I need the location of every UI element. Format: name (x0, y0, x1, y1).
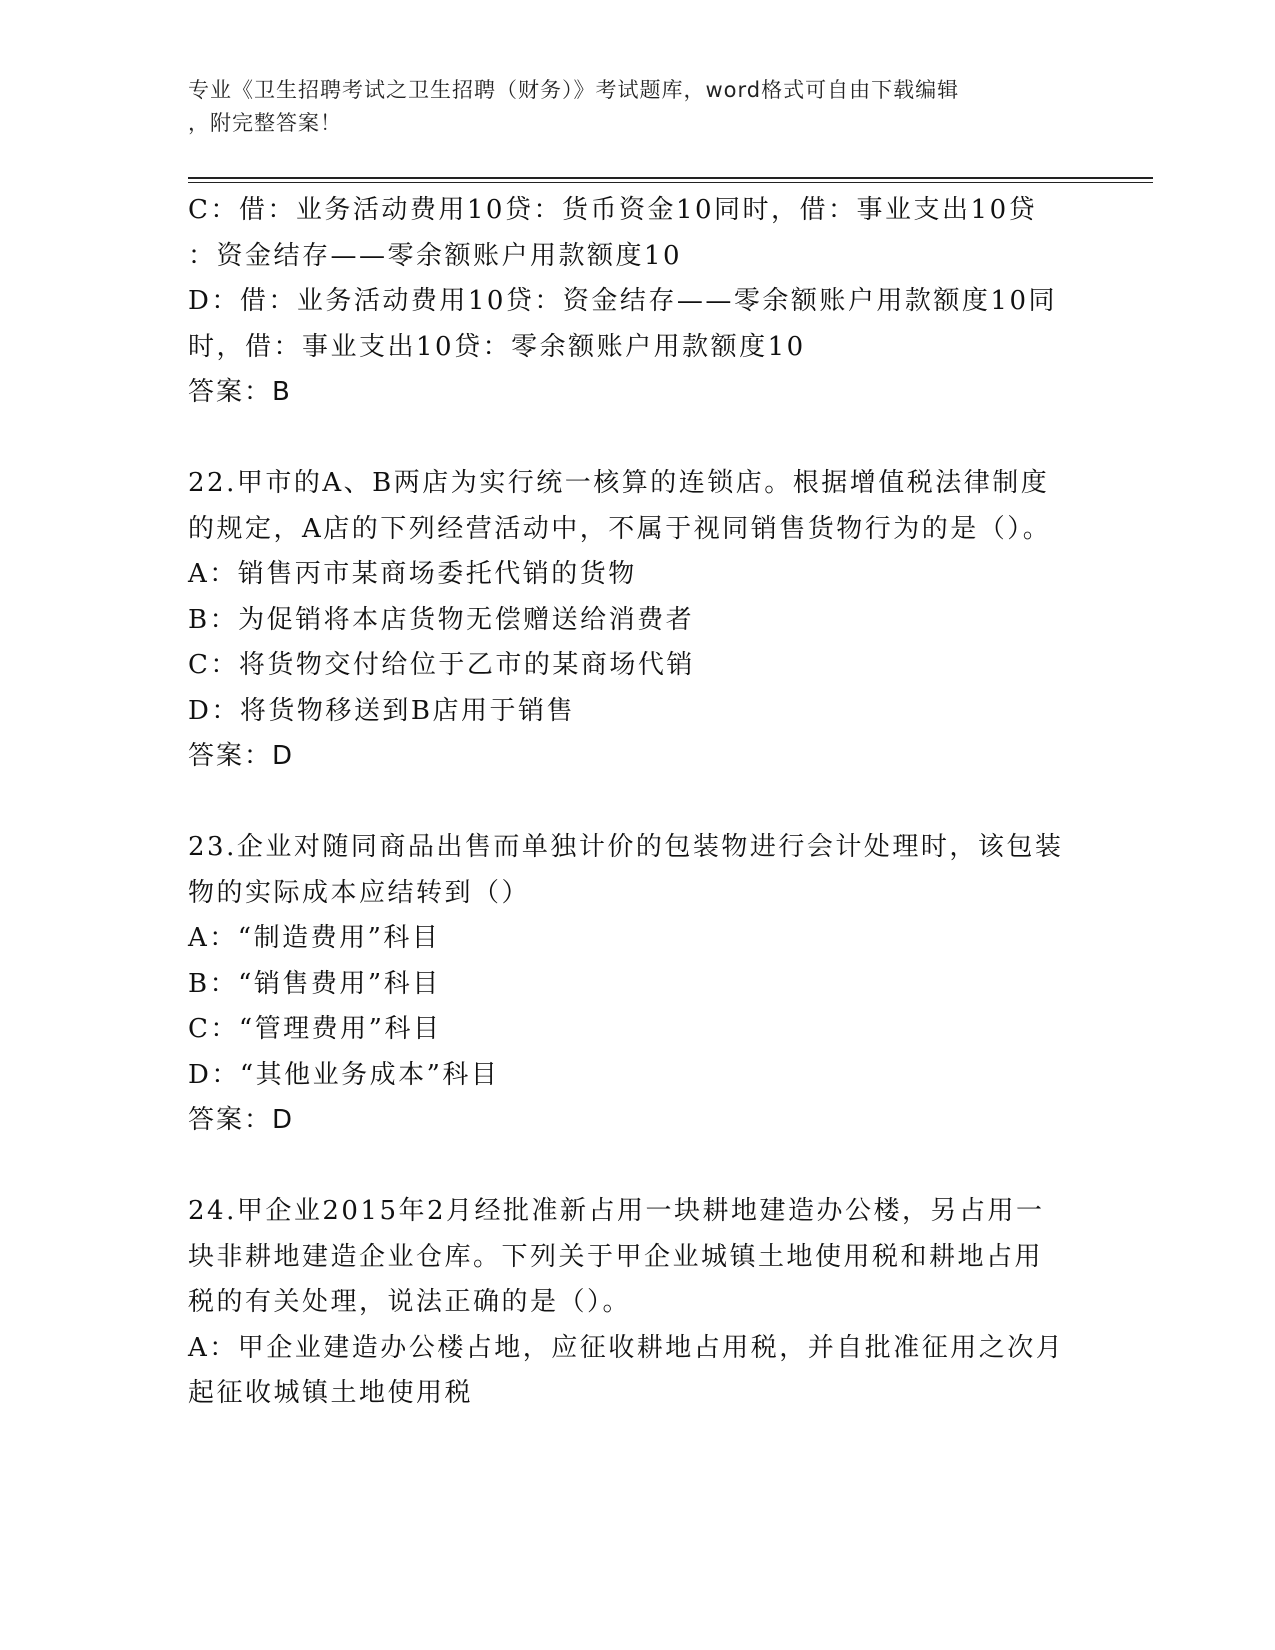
option-a: A：“制造费用”科目 (188, 923, 441, 953)
answer-line: 答案：D (188, 1105, 295, 1135)
question-stem-line: 块非耕地建造企业仓库。下列关于甲企业城镇土地使用税和耕地占用 (188, 1241, 1044, 1272)
header-rule-thick (188, 177, 1153, 179)
option-b: B：“销售费用”科目 (188, 968, 441, 999)
spacer (188, 1144, 1088, 1190)
option-c: C：将货物交付给位于乙市的某商场代销 (188, 650, 695, 680)
question-block-21 (188, 188, 1088, 416)
question-stem-line: 物的实际成本应结转到（） (188, 877, 531, 908)
spacer (188, 780, 1088, 826)
option-a-line: A：甲企业建造办公楼占地，应征收耕地占用税，并自批准征用之次月 (188, 1332, 1065, 1363)
document-body (188, 188, 1088, 1417)
option-c: C：“管理费用”科目 (188, 1014, 442, 1044)
page-header (188, 74, 1068, 140)
option-c-line: ：资金结存——零余额账户用款额度10 (188, 240, 683, 271)
header-title-line-1: 专业《卫生招聘考试之卫生招聘（财务）》考试题库，word格式可自由下载编辑 (188, 78, 960, 102)
question-stem-line: 24.甲企业2015年2月经批准新占用一块耕地建造办公楼，另占用一 (188, 1196, 1045, 1226)
question-block-22 (188, 461, 1088, 780)
question-stem-line: 税的有关处理，说法正确的是（）。 (188, 1287, 632, 1317)
option-b: B：为促销将本店货物无偿赠送给消费者 (188, 604, 695, 635)
question-block-23 (188, 825, 1088, 1144)
option-c-line: C：借：业务活动费用10贷：货币资金10同时，借：事业支出10贷 (188, 195, 1038, 225)
question-stem-line: 22.甲市的A、B两店为实行统一核算的连锁店。根据增值税法律制度 (188, 468, 1050, 498)
option-d: D：“其他业务成本”科目 (188, 1059, 500, 1090)
header-title-line-2: ，附完整答案！ (188, 111, 342, 135)
option-d-line: D：借：业务活动费用10贷：资金结存——零余额账户用款额度10同 (188, 286, 1058, 316)
option-d-line: 时，借：事业支出10贷：零余额账户用款额度10 (188, 331, 806, 362)
answer-line: 答案：B (188, 377, 292, 407)
option-a-line: 起征收城镇土地使用税 (188, 1378, 474, 1408)
header-rule-thin (188, 182, 1153, 183)
spacer (188, 416, 1088, 462)
answer-line: 答案：D (188, 741, 295, 771)
question-block-24 (188, 1189, 1088, 1417)
option-d: D：将货物移送到B店用于销售 (188, 695, 575, 726)
question-stem-line: 23.企业对随同商品出售而单独计价的包装物进行会计处理时，该包装 (188, 832, 1064, 862)
option-a: A：销售丙市某商场委托代销的货物 (188, 559, 637, 589)
question-stem-line: 的规定，A店的下列经营活动中，不属于视同销售货物行为的是（）。 (188, 513, 1052, 544)
